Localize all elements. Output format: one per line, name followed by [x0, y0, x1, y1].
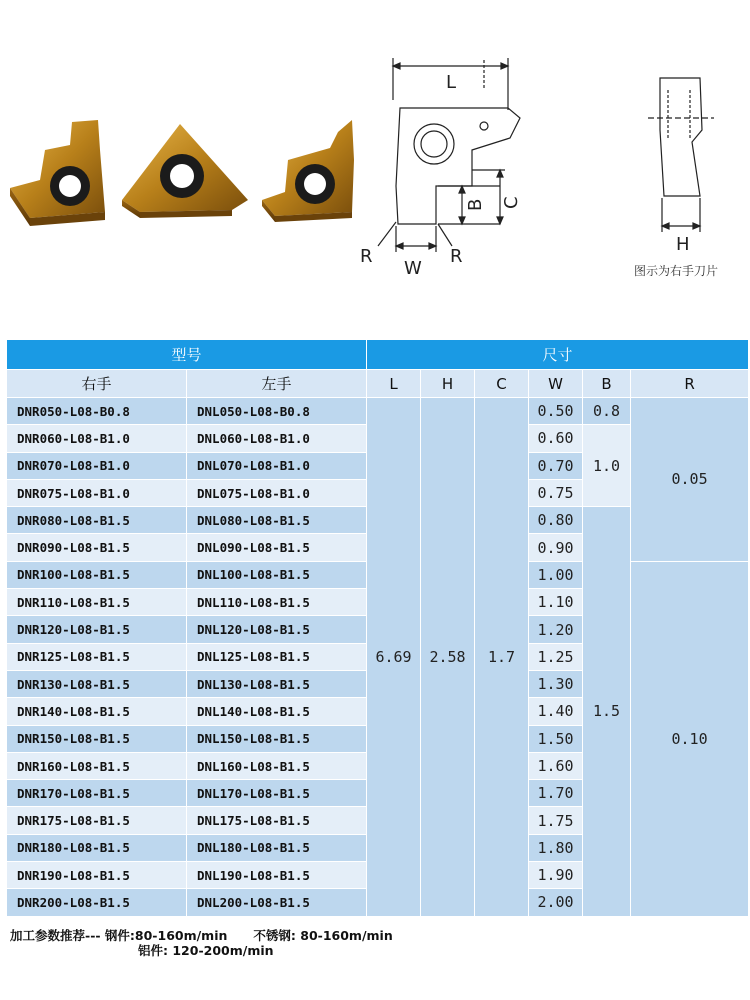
model-right-cell: DNR175-L08-B1.5: [7, 807, 187, 834]
W-value-cell: 0.50: [529, 398, 583, 425]
dim-label-R-left: R: [360, 246, 373, 267]
model-left-cell: DNL200-L08-B1.5: [187, 889, 367, 916]
W-value-cell: 1.10: [529, 589, 583, 616]
W-value-cell: 1.60: [529, 752, 583, 779]
model-left-cell: DNL090-L08-B1.5: [187, 534, 367, 561]
model-left-cell: DNL150-L08-B1.5: [187, 725, 367, 752]
H-value-cell: 2.58: [421, 398, 475, 917]
header-right-hand: 右手: [7, 370, 187, 398]
dim-label-R-right: R: [450, 246, 463, 267]
model-right-cell: DNR110-L08-B1.5: [7, 589, 187, 616]
B-value-cell: 0.8: [583, 398, 631, 425]
model-right-cell: DNR125-L08-B1.5: [7, 643, 187, 670]
B-value-cell: 1.5: [583, 507, 631, 916]
model-left-cell: DNL175-L08-B1.5: [187, 807, 367, 834]
W-value-cell: 0.75: [529, 479, 583, 506]
model-left-cell: DNL060-L08-B1.0: [187, 425, 367, 452]
insert-figure: [0, 0, 750, 300]
note-aluminum: 铝件: 120-200m/min: [138, 943, 274, 958]
model-left-cell: DNL180-L08-B1.5: [187, 834, 367, 861]
model-left-cell: DNL140-L08-B1.5: [187, 698, 367, 725]
model-right-cell: DNR080-L08-B1.5: [7, 507, 187, 534]
dim-label-C: C: [501, 196, 522, 209]
dim-label-H: H: [676, 234, 690, 255]
model-left-cell: DNL080-L08-B1.5: [187, 507, 367, 534]
header-model-group: 型号: [7, 340, 367, 370]
model-left-cell: DNL190-L08-B1.5: [187, 862, 367, 889]
W-value-cell: 0.90: [529, 534, 583, 561]
model-left-cell: DNL125-L08-B1.5: [187, 643, 367, 670]
note-stainless: 不锈钢: 80-160m/min: [253, 928, 393, 943]
R-value-cell: 0.10: [631, 561, 749, 916]
model-right-cell: DNR120-L08-B1.5: [7, 616, 187, 643]
model-right-cell: DNR170-L08-B1.5: [7, 780, 187, 807]
header-left-hand: 左手: [187, 370, 367, 398]
model-left-cell: DNL110-L08-B1.5: [187, 589, 367, 616]
model-right-cell: DNR060-L08-B1.0: [7, 425, 187, 452]
model-left-cell: DNL160-L08-B1.5: [187, 752, 367, 779]
W-value-cell: 1.30: [529, 670, 583, 697]
W-value-cell: 0.60: [529, 425, 583, 452]
W-value-cell: 1.40: [529, 698, 583, 725]
model-left-cell: DNL120-L08-B1.5: [187, 616, 367, 643]
W-value-cell: 0.80: [529, 507, 583, 534]
W-value-cell: 1.75: [529, 807, 583, 834]
model-right-cell: DNR070-L08-B1.0: [7, 452, 187, 479]
model-right-cell: DNR050-L08-B0.8: [7, 398, 187, 425]
insert-photo-right: [262, 120, 354, 222]
model-left-cell: DNL075-L08-B1.0: [187, 479, 367, 506]
W-value-cell: 1.50: [529, 725, 583, 752]
model-left-cell: DNL070-L08-B1.0: [187, 452, 367, 479]
model-right-cell: DNR200-L08-B1.5: [7, 889, 187, 916]
B-value-cell: 1.0: [583, 425, 631, 507]
W-value-cell: 1.20: [529, 616, 583, 643]
model-right-cell: DNR100-L08-B1.5: [7, 561, 187, 588]
header-R: R: [631, 370, 749, 398]
header-C: C: [475, 370, 529, 398]
insert-photo-center: [122, 124, 248, 218]
L-value-cell: 6.69: [367, 398, 421, 917]
note-steel-stainless: 加工参数推荐--- 钢件:80-160m/min: [10, 928, 228, 943]
dim-label-L: L: [446, 72, 457, 93]
header-H: H: [421, 370, 475, 398]
header-B: B: [583, 370, 631, 398]
model-right-cell: DNR190-L08-B1.5: [7, 862, 187, 889]
table-row: [7, 398, 749, 425]
model-right-cell: DNR150-L08-B1.5: [7, 725, 187, 752]
W-value-cell: 1.70: [529, 780, 583, 807]
R-value-cell: 0.05: [631, 398, 749, 562]
model-left-cell: DNL050-L08-B0.8: [187, 398, 367, 425]
dimension-drawing-side: [648, 78, 714, 232]
model-right-cell: DNR130-L08-B1.5: [7, 670, 187, 697]
model-right-cell: DNR075-L08-B1.0: [7, 479, 187, 506]
dim-label-W: W: [404, 258, 422, 279]
W-value-cell: 1.00: [529, 561, 583, 588]
header-dims-group: 尺寸: [367, 340, 749, 370]
model-right-cell: DNR090-L08-B1.5: [7, 534, 187, 561]
W-value-cell: 1.25: [529, 643, 583, 670]
C-value-cell: 1.7: [475, 398, 529, 917]
header-L: L: [367, 370, 421, 398]
W-value-cell: 1.80: [529, 834, 583, 861]
W-value-cell: 2.00: [529, 889, 583, 916]
model-right-cell: DNR180-L08-B1.5: [7, 834, 187, 861]
machining-parameters-note: [10, 928, 393, 958]
model-left-cell: DNL130-L08-B1.5: [187, 670, 367, 697]
header-W: W: [529, 370, 583, 398]
dim-label-B: B: [465, 198, 486, 211]
insert-photo-left: [10, 120, 105, 226]
model-left-cell: DNL100-L08-B1.5: [187, 561, 367, 588]
W-value-cell: 1.90: [529, 862, 583, 889]
model-left-cell: DNL170-L08-B1.5: [187, 780, 367, 807]
W-value-cell: 0.70: [529, 452, 583, 479]
model-right-cell: DNR160-L08-B1.5: [7, 752, 187, 779]
model-right-cell: DNR140-L08-B1.5: [7, 698, 187, 725]
spec-table: [6, 339, 749, 917]
figure-caption: 图示为右手刀片: [634, 264, 719, 278]
